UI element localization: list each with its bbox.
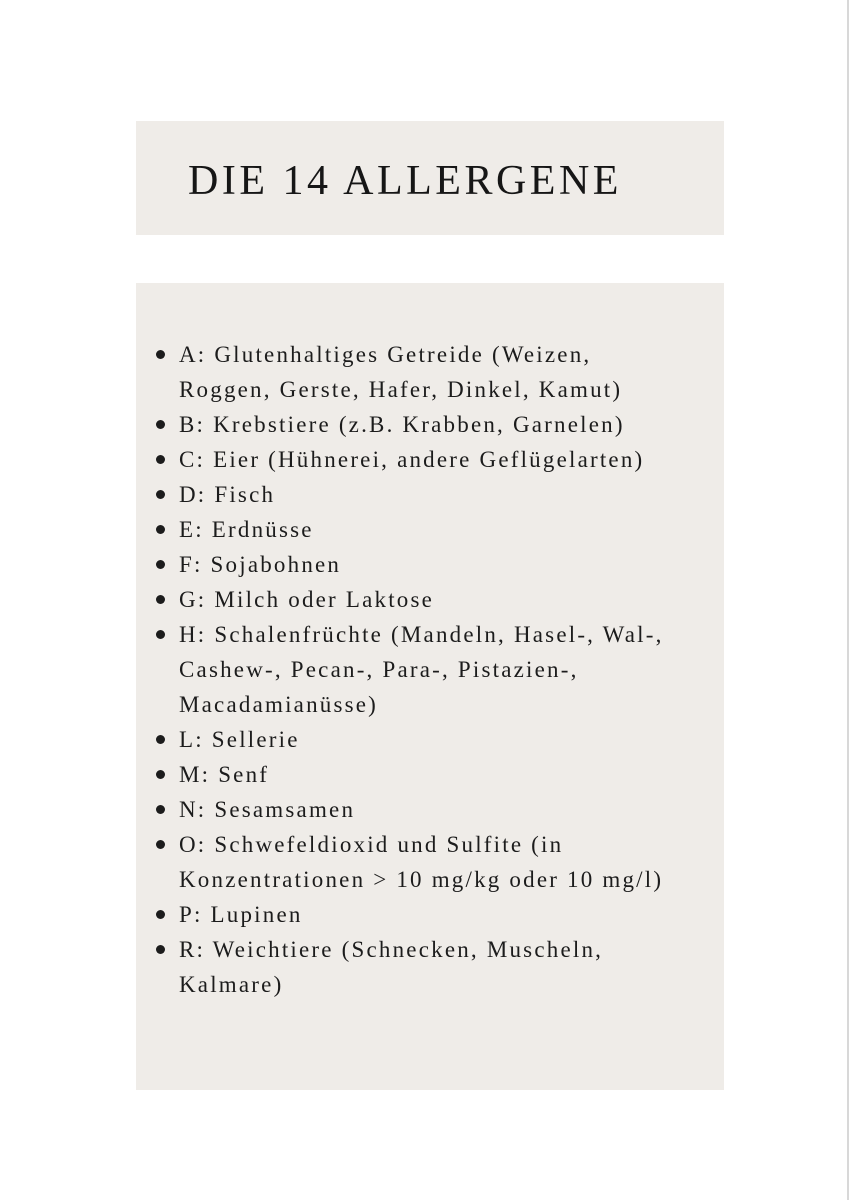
allergen-line: N: Sesamsamen xyxy=(179,797,356,822)
allergen-line: L: Sellerie xyxy=(179,727,300,752)
page-title: DIE 14 ALLERGENE xyxy=(188,158,622,204)
allergen-item xyxy=(156,547,721,582)
allergen-item xyxy=(156,337,721,407)
allergen-item xyxy=(156,897,721,932)
allergen-line: Kalmare) xyxy=(179,972,284,997)
allergen-item xyxy=(156,757,721,792)
allergen-item xyxy=(156,512,721,547)
bullet-icon xyxy=(156,595,165,604)
allergen-line: D: Fisch xyxy=(179,482,276,507)
allergen-line: P: Lupinen xyxy=(179,902,303,927)
allergen-line: M: Senf xyxy=(179,762,270,787)
allergen-list xyxy=(156,337,721,1002)
bullet-icon xyxy=(156,805,165,814)
bullet-icon xyxy=(156,630,165,639)
allergen-item xyxy=(156,722,721,757)
bullet-icon xyxy=(156,735,165,744)
allergen-item xyxy=(156,827,721,897)
bullet-icon xyxy=(156,525,165,534)
bullet-icon xyxy=(156,945,165,954)
allergen-item xyxy=(156,442,721,477)
allergen-line: E: Erdnüsse xyxy=(179,517,314,542)
allergen-line: H: Schalenfrüchte (Mandeln, Hasel-, Wal-, xyxy=(179,622,664,647)
bullet-icon xyxy=(156,770,165,779)
allergen-line: B: Krebstiere (z.B. Krabben, Garnelen) xyxy=(179,412,625,437)
allergen-line: F: Sojabohnen xyxy=(179,552,342,577)
allergen-item xyxy=(156,617,721,722)
allergen-item xyxy=(156,792,721,827)
allergen-line: Konzentrationen > 10 mg/kg oder 10 mg/l) xyxy=(179,867,664,892)
allergen-item xyxy=(156,582,721,617)
bullet-icon xyxy=(156,420,165,429)
allergen-item xyxy=(156,477,721,512)
allergen-line: A: Glutenhaltiges Getreide (Weizen, xyxy=(179,342,592,367)
allergen-line: Roggen, Gerste, Hafer, Dinkel, Kamut) xyxy=(179,377,623,402)
title-panel xyxy=(136,121,724,235)
bullet-icon xyxy=(156,350,165,359)
allergen-line: Macadamianüsse) xyxy=(179,692,379,717)
bullet-icon xyxy=(156,560,165,569)
allergen-line: O: Schwefeldioxid und Sulfite (in xyxy=(179,832,564,857)
allergen-line: R: Weichtiere (Schnecken, Muscheln, xyxy=(179,937,604,962)
bullet-icon xyxy=(156,910,165,919)
allergen-panel xyxy=(136,283,724,1090)
allergen-line: Cashew-, Pecan-, Para-, Pistazien-, xyxy=(179,657,579,682)
bullet-icon xyxy=(156,490,165,499)
allergen-item xyxy=(156,407,721,442)
bullet-icon xyxy=(156,455,165,464)
allergen-item xyxy=(156,932,721,1002)
allergen-line: G: Milch oder Laktose xyxy=(179,587,435,612)
bullet-icon xyxy=(156,840,165,849)
allergen-line: C: Eier (Hühnerei, andere Geflügelarten) xyxy=(179,447,645,472)
